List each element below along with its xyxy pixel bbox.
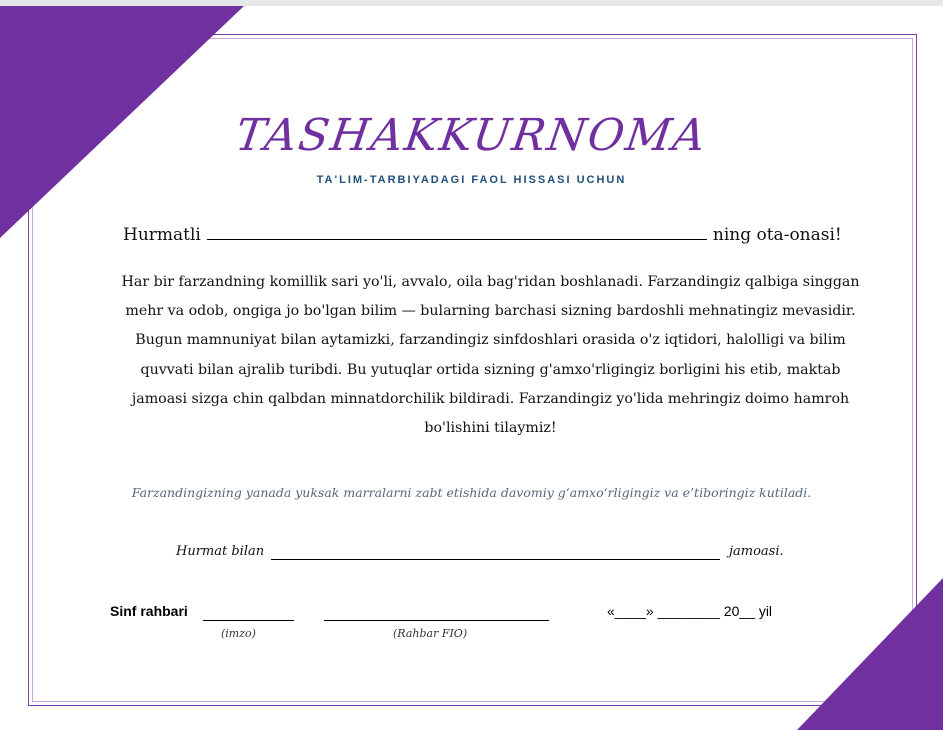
signature-caption: (imzo) bbox=[221, 627, 256, 640]
certificate-body: Har bir farzandning komillik sari yo'li, avvalo, oila bag'ridan boshlanadi. Farzandingiz qalbiga singgan mehr va odob, ongiga jo bo'lgan bilim — bularning barchasi sizning bardoshli mehnatingiz mevasidir. Bugun mamnuniyat bilan aytamizki, farzandingiz sinfdoshlari orasida o'z iqtidori, halolligi va bilim quvvati bilan ajralib turibdi. Bu yutuqlar ortida sizning g'amxo'rligingiz borligini his etib, maktab jamoasi sizga chin qalbdan minnatdorchilik bildiradi. Farzandingiz yo'lida mehringiz doimo hamroh bo'lishini tilaymiz! bbox=[121, 274, 860, 437]
recipient-name-blank[interactable] bbox=[207, 225, 707, 240]
corner-ribbon-bottom-right bbox=[797, 578, 943, 730]
greeting-suffix: ning ota-onasi! bbox=[712, 225, 842, 245]
certificate-title: TASHAKKURNOMA bbox=[232, 110, 711, 161]
certificate-subtitle: TA'LIM-TARBIYADAGI FAOL HISSASI UCHUN bbox=[316, 174, 627, 186]
signer-label: Sinf rahbari bbox=[110, 603, 188, 619]
greeting-line bbox=[123, 225, 842, 245]
greeting-prefix: Hurmatli bbox=[123, 225, 201, 245]
certificate-wish: Farzandingizning yanada yuksak marralarni zabt etishida davomiy g‘amxo‘rligingiz va e’tiboringiz kutiladi. bbox=[131, 485, 812, 500]
teacher-name-caption: (Rahbar FIO) bbox=[393, 627, 468, 640]
school-name-blank[interactable] bbox=[271, 559, 720, 560]
signature-blank[interactable] bbox=[203, 620, 294, 621]
teacher-name-blank[interactable] bbox=[324, 620, 549, 621]
closing-suffix: jamoasi. bbox=[729, 544, 784, 559]
date-field: «____» ________ 20__ yil bbox=[607, 603, 773, 619]
closing-prefix: Hurmat bilan bbox=[176, 544, 265, 559]
